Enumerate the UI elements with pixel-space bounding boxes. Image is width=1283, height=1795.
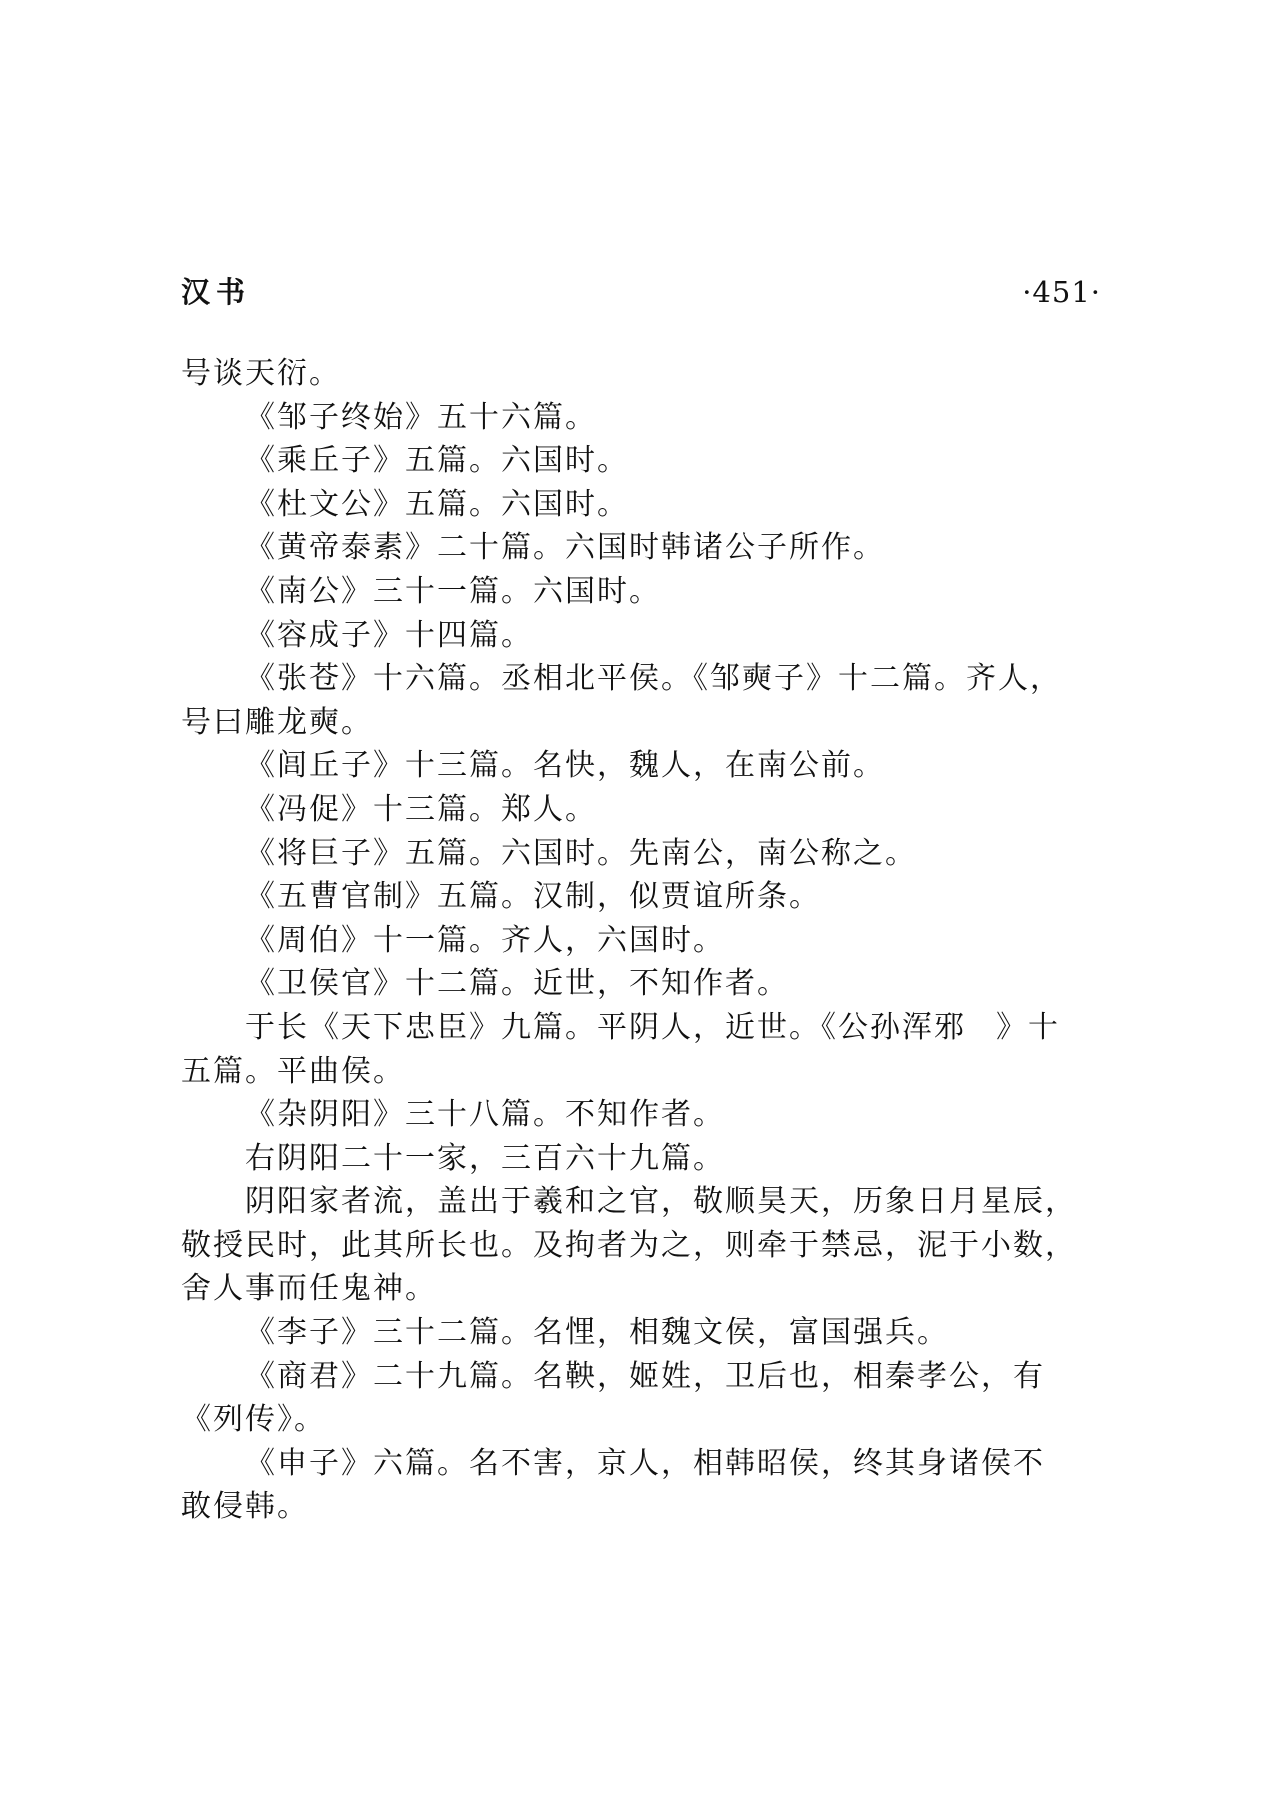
text-line: 《将巨子》五篇。六国时。先南公，南公称之。 — [245, 835, 917, 871]
text-segment: 》十 — [996, 1009, 1060, 1045]
text-line: 《南公》三十一篇。六国时。 — [245, 573, 661, 609]
text-line: 号曰雕龙奭。 — [181, 704, 373, 740]
text-line: 《乘丘子》五篇。六国时。 — [245, 443, 629, 479]
text-line: 《容成子》十四篇。 — [245, 617, 533, 653]
text-line: 《杜文公》五篇。六国时。 — [245, 486, 629, 522]
text-line: 《列传》。 — [181, 1402, 326, 1438]
text-line: 《申子》六篇。名不害，京人，相韩昭侯，终其身诸侯不 — [245, 1445, 1045, 1481]
page-number: ·451· — [1022, 275, 1101, 309]
text-line: 《李子》三十二篇。名悝，相魏文侯，富国强兵。 — [245, 1315, 949, 1351]
text-line: 阴阳家者流，盖出于羲和之官，敬顺昊天，历象日月星辰， — [245, 1184, 1077, 1220]
text-line: 《杂阴阳》三十八篇。不知作者。 — [245, 1097, 725, 1133]
text-line: 五篇。平曲侯。 — [181, 1053, 405, 1089]
body-text — [181, 352, 1101, 1529]
text-line: 敢侵韩。 — [181, 1489, 309, 1525]
running-header — [181, 268, 1101, 316]
text-line: 舍人事而任鬼神。 — [181, 1271, 437, 1307]
text-line: 《商君》二十九篇。名鞅，姬姓，卫后也，相秦孝公，有 — [245, 1358, 1045, 1394]
text-line: 《五曹官制》五篇。汉制，似贾谊所条。 — [245, 879, 821, 915]
text-line: 《卫侯官》十二篇。近世，不知作者。 — [245, 966, 789, 1002]
text-line: 右阴阳二十一家，三百六十九篇。 — [245, 1140, 725, 1176]
book-title: 汉书 — [181, 275, 252, 309]
text-line: 《闾丘子》十三篇。名快，魏人，在南公前。 — [245, 748, 885, 784]
text-line: 敬授民时，此其所长也。及拘者为之，则牵于禁忌，泥于小数， — [181, 1227, 1077, 1263]
text-line: 《黄帝泰素》二十篇。六国时韩诸公子所作。 — [245, 530, 885, 566]
text-line: 号谈天衍。 — [181, 356, 341, 391]
text-line: 《周伯》十一篇。齐人，六国时。 — [245, 922, 725, 958]
text-line: 《张苍》十六篇。丞相北平侯。《邹奭子》十二篇。齐人， — [245, 661, 1062, 697]
text-line: 《冯促》十三篇。郑人。 — [245, 791, 597, 827]
text-line — [181, 1006, 1101, 1050]
text-line: 《邹子终始》五十六篇。 — [245, 399, 597, 435]
text-segment: 于长《天下忠臣》九篇。平阴人，近世。《公孙浑邪 — [245, 1009, 966, 1045]
